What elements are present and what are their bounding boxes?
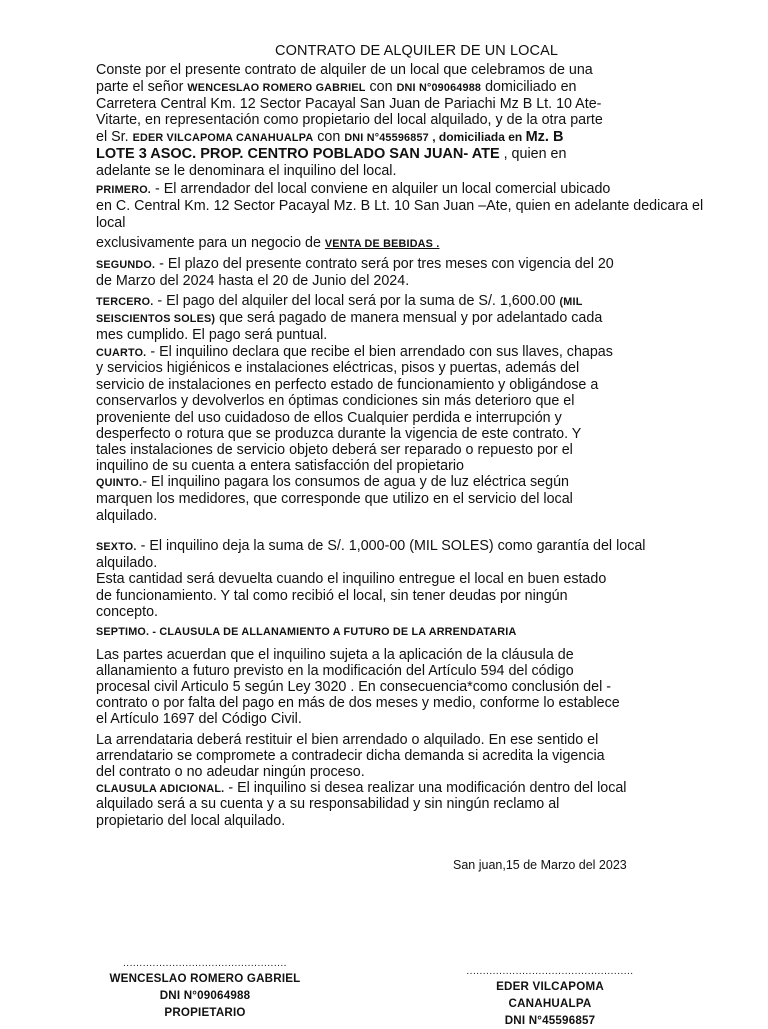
intro-text: , domiciliada en bbox=[428, 130, 526, 144]
tenant-name: EDER VILCAPOMA CANAHUALPA bbox=[132, 132, 314, 144]
clause-segundo-line-1 bbox=[96, 256, 614, 274]
clause-text: - El arrendador del local conviene en alquiler un local comercial ubicado bbox=[151, 181, 611, 197]
clause-label: CUARTO. bbox=[96, 347, 147, 359]
clause-septimo-line-6: La arrendataria deberá restituir el bien arrendado o alquilado. En ese sentido el bbox=[96, 732, 599, 748]
signature-line: ................................................... bbox=[466, 966, 634, 977]
tenant-signature-dni: DNI N°45596857 bbox=[504, 1014, 596, 1027]
amount-words: SEISCIENTOS SOLES) bbox=[96, 313, 216, 325]
clause-septimo-line-4: contrato o por falta del pago en más de dos meses y medio, conforme lo establece bbox=[96, 695, 620, 711]
signature-block-tenant bbox=[450, 966, 650, 1029]
clause-septimo-line-7: arrendatario se compromete a contradecir dicha demanda si acredita la vigencia bbox=[96, 748, 605, 764]
clause-cuarto-line-3: servicio de instalaciones en perfecto estado de funcionamiento y obligándose a bbox=[96, 377, 599, 393]
clause-cuarto-line-7: tales instalaciones de servicio objeto deberá ser reparado o repuesto por el bbox=[96, 442, 573, 458]
clause-primero-line-3: local bbox=[96, 215, 126, 231]
clause-cuarto-line-8: inquilino de su cuenta a entera satisfacción del propietario bbox=[96, 458, 464, 474]
intro-text: con bbox=[313, 129, 345, 145]
clause-quinto-line-3: alquilado. bbox=[96, 508, 158, 524]
clause-adicional-line-2: alquilado será a su cuenta y a su responsabilidad y sin ningún reclamo al bbox=[96, 796, 560, 812]
intro-line-5 bbox=[96, 129, 563, 147]
clause-septimo-line-1: Las partes acuerdan que el inquilino sujeta a la aplicación de la cláusula de bbox=[96, 647, 574, 663]
clause-septimo-line-8: del contrato o no adeudar ningún proceso. bbox=[96, 764, 365, 780]
clause-text: exclusivamente para un negocio de bbox=[96, 235, 325, 251]
intro-text: domiciliado en bbox=[481, 79, 577, 95]
clause-quinto-line-1 bbox=[96, 474, 569, 492]
intro-line-2 bbox=[96, 79, 576, 97]
amount-words: (MIL bbox=[559, 296, 583, 308]
clause-tercero-line-2 bbox=[96, 310, 602, 328]
clause-tercero-line-1 bbox=[96, 293, 583, 311]
clause-sexto-line-2: alquilado. bbox=[96, 555, 158, 571]
clause-cuarto-line-6: desperfecto o rotura que se produzca durante la vigencia de este contrato. Y bbox=[96, 426, 582, 442]
tenant-dni: DNI N°45596857 bbox=[344, 132, 429, 144]
clause-septimo-line-2: allanamiento a futuro previsto en la modificación del Artículo 594 del código bbox=[96, 663, 574, 679]
intro-text: el Sr. bbox=[96, 129, 133, 145]
signature-line: .................................................. bbox=[123, 958, 287, 969]
owner-dni: DNI N°09064988 bbox=[396, 82, 482, 94]
clause-label: PRIMERO. bbox=[96, 184, 151, 196]
intro-line-6 bbox=[96, 146, 566, 163]
clause-text: - El inquilino deja la suma de S/. 1,000-00 (MIL SOLES) como garantía del local bbox=[136, 538, 646, 554]
intro-line-1: Conste por el presente contrato de alquiler de un local que celebramos de una bbox=[96, 62, 593, 78]
intro-line-7: adelante se le denominara el inquilino del local. bbox=[96, 163, 397, 179]
clause-text: - El inquilino pagara los consumos de agua y de luz eléctrica según bbox=[142, 474, 569, 490]
clause-adicional-line-1 bbox=[96, 780, 626, 798]
clause-text: - El pago del alquiler del local será por la suma de S/. 1,600.00 bbox=[153, 293, 560, 309]
tenant-address-block: Mz. B bbox=[525, 129, 564, 145]
clause-text: - El inquilino declara que recibe el bien arrendado con sus llaves, chapas bbox=[146, 344, 613, 360]
clause-sexto-line-3: Esta cantidad será devuelta cuando el inquilino entregue el local en buen estado bbox=[96, 571, 607, 587]
intro-text: , quien en bbox=[499, 146, 567, 162]
clause-sexto-line-4: de funcionamiento. Y tal como recibió el local, sin tener deudas por ningún bbox=[96, 588, 568, 604]
intro-text: con bbox=[365, 79, 397, 95]
signature-block-owner bbox=[100, 958, 310, 1021]
clause-label: SEGUNDO. bbox=[96, 259, 156, 271]
owner-signature-dni: DNI N°09064988 bbox=[159, 989, 251, 1002]
clause-label: CLAUSULA ADICIONAL. bbox=[96, 783, 225, 795]
clause-cuarto-line-4: conservarlos y devolverlos en óptimas condiciones sin más deterioro que el bbox=[96, 393, 575, 409]
clause-tercero-line-3: mes cumplido. El pago será puntual. bbox=[96, 327, 328, 343]
clause-cuarto-line-5: proveniente del uso cuidadoso de ellos Cualquier perdida e interrupción y bbox=[96, 410, 562, 426]
clause-text: - El inquilino si desea realizar una modificación dentro del local bbox=[224, 780, 627, 796]
intro-text: parte el señor bbox=[96, 79, 188, 95]
clause-adicional-line-3: propietario del local alquilado. bbox=[96, 813, 286, 829]
tenant-address: LOTE 3 ASOC. PROP. CENTRO POBLADO SAN JUAN- ATE bbox=[96, 146, 500, 162]
clause-segundo-line-2: de Marzo del 2024 hasta el 20 de Junio del 2024. bbox=[96, 273, 410, 289]
document-title: CONTRATO DE ALQUILER DE UN LOCAL bbox=[275, 43, 559, 59]
intro-line-4: Vitarte, en representación como propietario del local alquilado, y de la otra parte bbox=[96, 112, 603, 128]
clause-quinto-line-2: marquen los medidores, que corresponde que utilizo en el servicio del local bbox=[96, 491, 573, 507]
clause-sexto-line-5: concepto. bbox=[96, 604, 158, 620]
clause-label: SEXTO. bbox=[96, 541, 137, 553]
clause-primero-line-1 bbox=[96, 181, 610, 199]
owner-name: WENCESLAO ROMERO GABRIEL bbox=[187, 82, 366, 94]
clause-septimo-line-5: el Artículo 1697 del Código Civil. bbox=[96, 711, 302, 727]
clause-primero-line-4 bbox=[96, 235, 440, 253]
clause-text: - El plazo del presente contrato será por tres meses con vigencia del 20 bbox=[155, 256, 614, 272]
business-type: VENTA DE BEBIDAS . bbox=[324, 238, 440, 250]
tenant-signature-name-2: CANAHUALPA bbox=[508, 997, 592, 1010]
clause-sexto-line-1 bbox=[96, 538, 645, 556]
signing-date: San juan,15 de Marzo del 2023 bbox=[453, 858, 627, 872]
clause-label: TERCERO. bbox=[96, 296, 154, 308]
intro-line-3: Carretera Central Km. 12 Sector Pacayal San Juan de Pariachi Mz B Lt. 10 Ate- bbox=[96, 96, 602, 112]
clause-label: QUINTO. bbox=[96, 477, 143, 489]
clause-text: que será pagado de manera mensual y por adelantado cada bbox=[215, 310, 603, 326]
clause-septimo-heading: SEPTIMO. - CLAUSULA DE ALLANAMIENTO A FUTURO DE LA ARRENDATARIA bbox=[96, 626, 517, 638]
clause-primero-line-2: en C. Central Km. 12 Sector Pacayal Mz. B Lt. 10 San Juan –Ate, quien en adelante dedicara el bbox=[96, 198, 704, 214]
clause-cuarto-line-1 bbox=[96, 344, 613, 362]
owner-signature-name: WENCESLAO ROMERO GABRIEL bbox=[109, 972, 301, 985]
tenant-signature-name-1: EDER VILCAPOMA bbox=[496, 980, 604, 993]
owner-signature-role: PROPIETARIO bbox=[164, 1006, 246, 1019]
clause-cuarto-line-2: y servicios higiénicos e instalaciones eléctricas, pisos y puertas, además del bbox=[96, 360, 580, 376]
clause-septimo-line-3: procesal civil Articulo 5 según Ley 3020 . En consecuencia*como conclusión del - bbox=[96, 679, 611, 695]
